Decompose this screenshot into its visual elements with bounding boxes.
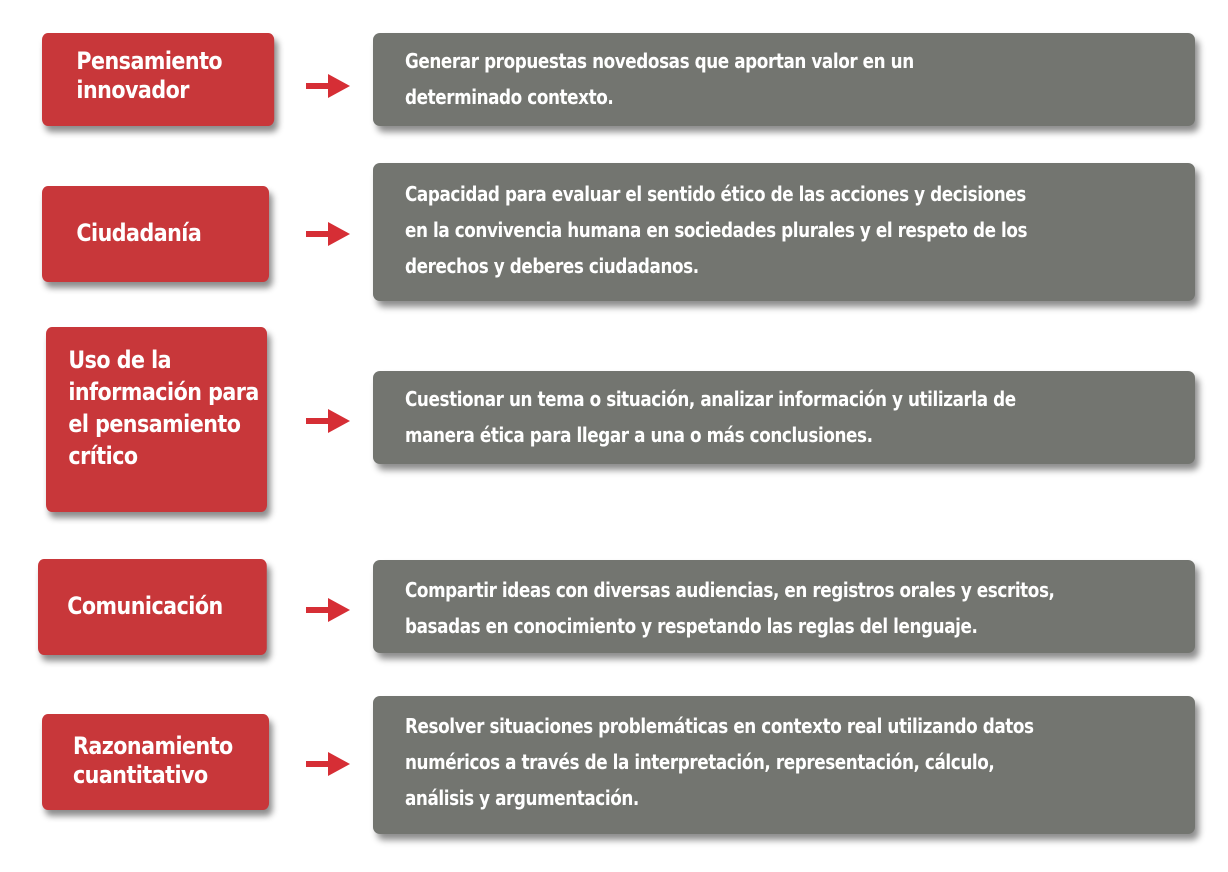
- competency-description-box: [373, 163, 1195, 301]
- competency-label-box: [38, 559, 267, 655]
- competency-description: Resolver situaciones problemáticas en contexto real utilizando datos numéricos a través de la interpretación, representación, cálculo, análisis y argumentación.: [405, 714, 1034, 810]
- competency-label-box: [42, 186, 269, 282]
- competency-description-box: [373, 560, 1195, 653]
- competency-label: Razonamiento cuantitativo: [72, 732, 233, 789]
- competency-description: Cuestionar un tema o situación, analizar información y utilizarla de manera ética para llegar a una o más conclusiones.: [405, 387, 1016, 447]
- arrow-right-icon: [306, 74, 350, 98]
- arrow-right-icon: [306, 598, 350, 622]
- competency-label: Uso de la información para el pensamiento crítico: [68, 346, 259, 470]
- competency-description-box: [373, 696, 1195, 834]
- competency-description: Generar propuestas novedosas que aportan valor en un determinado contexto.: [405, 49, 914, 109]
- competency-description-box: [373, 33, 1195, 126]
- arrow-right-icon: [306, 222, 350, 246]
- competency-description-box: [373, 371, 1195, 464]
- competency-description: Capacidad para evaluar el sentido ético de las acciones y decisiones en la convivencia humana en sociedades plurales y el respeto de los derechos y deberes ciudadanos.: [405, 182, 1028, 278]
- competency-label-box: [46, 327, 267, 512]
- competency-label: Comunicación: [67, 592, 223, 620]
- competency-label: Pensamiento innovador: [76, 47, 223, 104]
- competency-label-box: [42, 33, 274, 126]
- arrow-right-icon: [306, 409, 350, 433]
- competency-description: Compartir ideas con diversas audiencias, en registros orales y escritos, basadas en conocimiento y respetando las reglas del lenguaje.: [405, 578, 1055, 638]
- competency-label: Ciudadanía: [76, 219, 202, 247]
- arrow-right-icon: [306, 752, 350, 776]
- competency-label-box: [42, 714, 269, 810]
